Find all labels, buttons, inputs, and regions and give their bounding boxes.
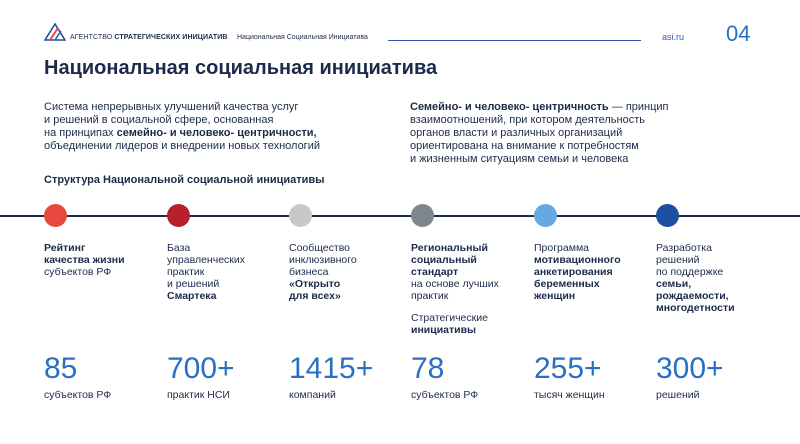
col1-line3: субъектов РФ xyxy=(44,266,112,278)
intro-left-line1: Система непрерывных улучшений качества услуг xyxy=(44,101,299,113)
stat-unit-2: практик НСИ xyxy=(167,389,230,401)
intro-left-line3-text: на принципах xyxy=(44,127,117,139)
col2-line4: и решений xyxy=(167,278,220,290)
col3-line1: Сообщество xyxy=(289,242,350,254)
intro-left xyxy=(44,101,374,153)
intro-right-line2: взаимоотношений, при котором деятельность xyxy=(410,114,645,126)
page-number: 04 xyxy=(726,21,751,46)
col2-line2: управленческих xyxy=(167,254,245,266)
stat-unit-6: решений xyxy=(656,389,700,401)
stat-number-5: 255+ xyxy=(534,352,602,385)
col1-line1: Рейтинг xyxy=(44,242,86,254)
page-title: Национальная социальная инициатива xyxy=(44,57,438,79)
col5-line3: анкетирования xyxy=(534,266,613,278)
col3-line4: «Открыто xyxy=(289,278,341,290)
col6-line2: решений xyxy=(656,254,700,266)
col2-line5: Смартека xyxy=(167,290,217,302)
col6-line1: Разработка xyxy=(656,242,712,254)
intro-right-line3: органов власти и различных организаций xyxy=(410,127,623,139)
col4-line2: социальный xyxy=(411,254,477,266)
stat-unit-3: компаний xyxy=(289,389,336,401)
col3-line3: бизнеса xyxy=(289,266,329,278)
column-motivation-program xyxy=(534,242,649,302)
column-family-support xyxy=(656,242,771,314)
col3-line2: инклюзивного xyxy=(289,254,357,266)
col6-line3: по поддержке xyxy=(656,266,724,278)
col4-line4: на основе лучших xyxy=(411,278,499,290)
timeline-dot-5 xyxy=(534,204,557,227)
logo-prefix: АГЕНТСТВО xyxy=(70,34,115,41)
col4-line3: стандарт xyxy=(411,266,459,278)
col4-line1: Региональный xyxy=(411,242,488,254)
col5-line2: мотивационного xyxy=(534,254,621,266)
col2-line3: практик xyxy=(167,266,205,278)
logo-bold: СТРАТЕГИЧЕСКИХ ИНИЦИАТИВ xyxy=(114,34,228,41)
col6-line4: семьи, xyxy=(656,278,692,290)
stat-number-4: 78 xyxy=(411,352,445,385)
intro-left-line2: и решений в социальной сфере, основанная xyxy=(44,114,274,126)
col4-gap xyxy=(411,302,526,312)
intro-left-line4: объединении лидеров и внедрении новых технологий xyxy=(44,140,320,152)
stat-unit-4: субъектов РФ xyxy=(411,389,479,401)
timeline-dot-2 xyxy=(167,204,190,227)
col3-line5: для всех» xyxy=(289,290,341,302)
column-smarteka xyxy=(167,242,282,302)
intro-left-line3-bold: семейно- и человеко- центричности, xyxy=(116,127,317,139)
intro-right xyxy=(410,101,740,166)
column-inclusive-business xyxy=(289,242,404,302)
column-rating xyxy=(44,242,159,278)
col5-line4: беременных xyxy=(534,278,600,290)
intro-left-line3 xyxy=(44,127,374,140)
timeline-dot-3 xyxy=(289,204,312,227)
timeline-line xyxy=(0,215,800,217)
col6-line6: многодетности xyxy=(656,302,735,314)
site-link[interactable]: asi.ru xyxy=(662,32,685,42)
timeline-dot-1 xyxy=(44,204,67,227)
col5-line5: женщин xyxy=(534,290,576,302)
intro-right-line4: ориентирована на внимание к потребностям xyxy=(410,140,639,152)
col4-line6: Стратегические xyxy=(411,312,488,324)
timeline-dot-4 xyxy=(411,204,434,227)
intro-right-line1-bold: Семейно- и человеко- центричность xyxy=(410,101,609,113)
stat-number-1: 85 xyxy=(44,352,78,385)
header-subtitle: Национальная Социальная Инициатива xyxy=(237,34,368,41)
intro-right-line5: и жизненным ситуациям семьи и человека xyxy=(410,153,629,165)
col4-line7: инициативы xyxy=(411,324,477,336)
stat-unit-1: субъектов РФ xyxy=(44,389,112,401)
logo-text xyxy=(70,34,228,41)
header-divider xyxy=(388,40,641,41)
timeline-dot-6 xyxy=(656,204,679,227)
col2-line1: База xyxy=(167,242,191,254)
intro-right-line1 xyxy=(410,101,740,114)
stat-unit-5: тысяч женщин xyxy=(534,389,605,401)
col4-line5: практик xyxy=(411,290,449,302)
column-regional-standard xyxy=(411,242,526,336)
asi-logo-icon xyxy=(44,22,66,42)
stat-number-6: 300+ xyxy=(656,352,724,385)
stat-number-2: 700+ xyxy=(167,352,235,385)
col5-line1: Программа xyxy=(534,242,590,254)
intro-right-line1-text: — принцип xyxy=(608,101,669,113)
stat-number-3: 1415+ xyxy=(289,352,374,385)
col1-line2: качества жизни xyxy=(44,254,125,266)
col6-line5: рождаемости, xyxy=(656,290,729,302)
structure-heading: Структура Национальной социальной инициативы xyxy=(44,174,325,186)
